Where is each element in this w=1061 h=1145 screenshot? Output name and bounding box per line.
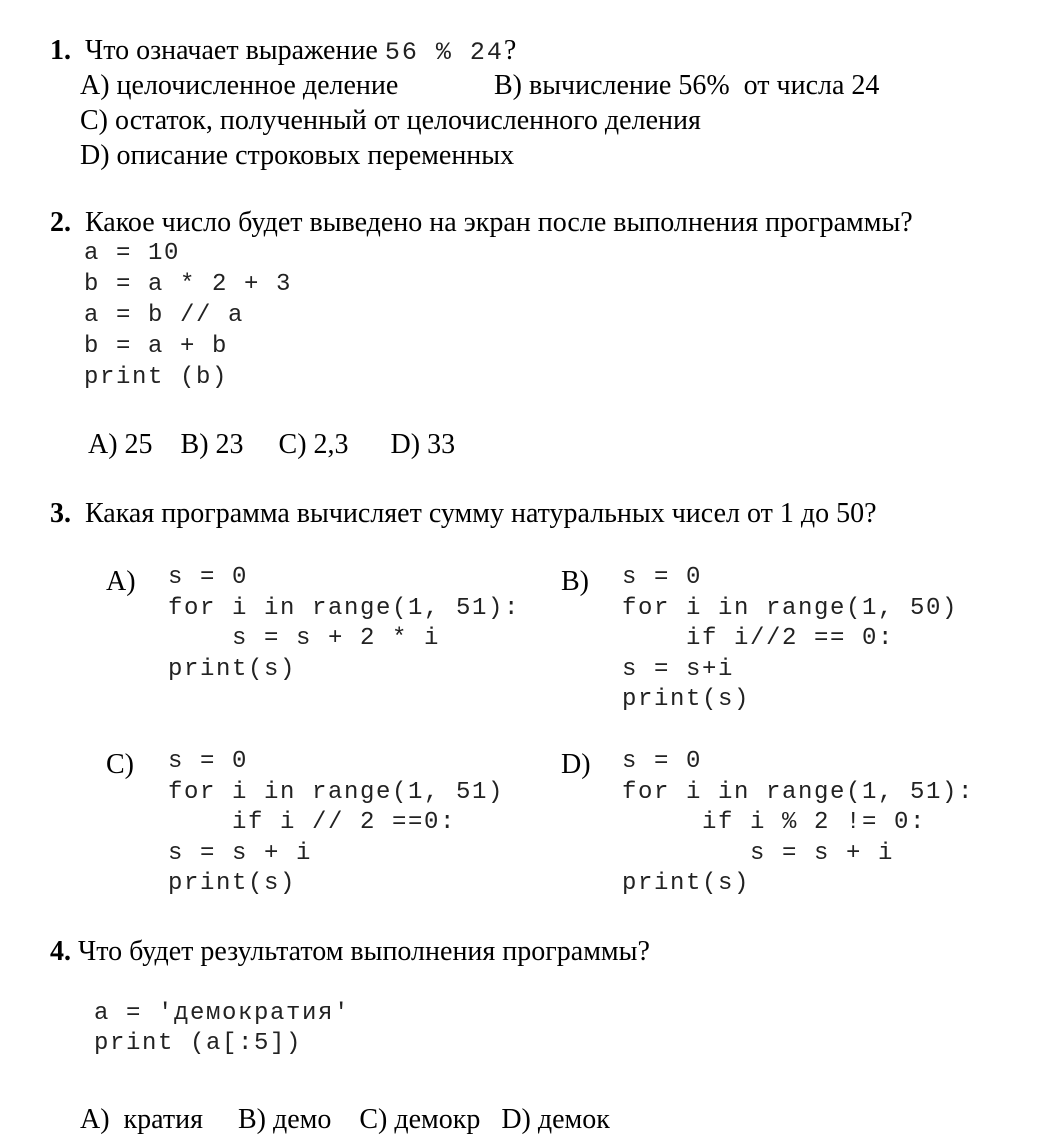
q3-option-b-code-line: print(s)	[622, 686, 751, 713]
q1-text-after: ?	[503, 35, 517, 66]
q3-number: 3.	[50, 498, 71, 529]
q3-option-b-code-line: for i in range(1, 50)	[622, 595, 959, 622]
q3-option-b-code-line: s = s+i	[622, 656, 735, 683]
q3-option-d-code-line: if i % 2 != 0:	[622, 809, 927, 836]
q1-text-before: Что означает выражение	[85, 35, 385, 66]
q3-option-d-code-line: s = s + i	[622, 840, 895, 867]
q3-option-c-label: C)	[106, 749, 134, 780]
q3-option-d-label: D)	[561, 749, 591, 780]
q3-option-a-code-line: print(s)	[168, 656, 297, 683]
q2-code-line: a = b // a	[84, 302, 245, 329]
q3-option-a-code-line: s = s + 2 * i	[168, 625, 441, 652]
q4-code-line: print (a[:5])	[94, 1030, 303, 1057]
q2-code-line: b = a * 2 + 3	[84, 271, 293, 298]
q2-prompt	[50, 209, 913, 237]
q4-prompt	[50, 938, 650, 966]
q1-option-a: A) целочисленное деление	[80, 70, 399, 101]
q3-option-c-code-line: s = s + i	[168, 840, 313, 867]
q2-number: 2.	[50, 207, 71, 238]
q3-option-c-code-line: print(s)	[168, 870, 297, 897]
q2-text: Какое число будет выведено на экран после выполнения программы?	[85, 207, 913, 238]
q3-option-c-code-line: if i // 2 ==0:	[168, 809, 457, 836]
q3-option-a-label: A)	[106, 566, 136, 597]
q3-option-a-code-line: for i in range(1, 51):	[168, 595, 521, 622]
q3-option-b-code-line: if i//2 == 0:	[622, 625, 895, 652]
q4-text: Что будет результатом выполнения программы?	[78, 936, 650, 967]
q1-option-b: B) вычисление 56% от числа 24	[494, 70, 880, 101]
q3-option-a-code-line: s = 0	[168, 564, 249, 591]
q4-code-line: a = 'демократия'	[94, 1000, 351, 1027]
q2-answers: A) 25 B) 23 C) 2,3 D) 33	[88, 429, 456, 460]
q1-option-d: D) описание строковых переменных	[80, 140, 515, 171]
q3-option-b-code-line: s = 0	[622, 564, 703, 591]
q2-code-line: b = a + b	[84, 333, 229, 360]
q1-prompt	[50, 37, 516, 65]
q2-code-line: a = 10	[84, 240, 181, 267]
q3-option-c-code-line: for i in range(1, 51)	[168, 779, 505, 806]
q3-option-d-code-line: s = 0	[622, 748, 703, 775]
q3-option-d-code-line: print(s)	[622, 870, 751, 897]
q1-expression: 56 % 24	[384, 38, 504, 67]
q3-option-b-label: B)	[561, 566, 589, 597]
q1-option-c: C) остаток, полученный от целочисленного деления	[80, 105, 701, 136]
q2-code-line: print (b)	[84, 364, 229, 391]
q3-prompt	[50, 500, 877, 528]
q4-number: 4.	[50, 936, 71, 967]
q3-option-c-code-line: s = 0	[168, 748, 249, 775]
q3-option-d-code-line: for i in range(1, 51):	[622, 779, 975, 806]
q3-text: Какая программа вычисляет сумму натуральных чисел от 1 до 50?	[85, 498, 877, 529]
q1-number: 1.	[50, 35, 71, 66]
q4-answers: A) кратия B) демо C) демокр D) демок	[80, 1104, 610, 1135]
